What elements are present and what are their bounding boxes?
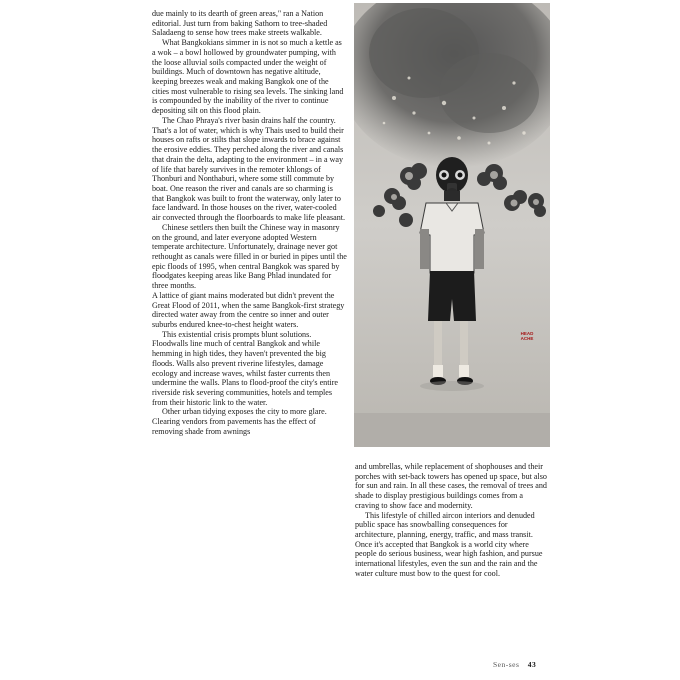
paragraph: due mainly to its dearth of green areas," ran a Nation editorial. Just turn from baking Sathorn to tree-shaded Saladaeng to sense how trees make streets walkable. <box>152 9 328 38</box>
paragraph: This existential crisis prompts blunt solutions. Floodwalls line much of central Bangkok and while hemming in high tides, they haven't prevented the big floods. Walls also prevent riverine lifestyles, damage ecology and increase waves, whilst faster currents then undermine the walls. Plans to flood-proof the city's entire riverside risk severing communities, hotels and temples from their historic link to the water. <box>152 329 338 407</box>
paragraph: Other urban tidying exposes the city to more glare. Clearing vendors from pavements has the effect of removing shade from awnings <box>152 407 327 436</box>
paragraph: and umbrellas, while replacement of shophouses and their porches with set-back towers has opened up space, but also for sun and rain. In all these cases, the removal of trees and shade to display prestigious buildings comes from a craving to show face and modernity. <box>355 462 547 510</box>
page-footer <box>493 660 536 669</box>
paragraph: This lifestyle of chilled aircon interiors and denuded public space has snowballing consequences for architecture, planning, energy, traffic, and mass transit. Once it's accepted that Bangkok is a world city where people do serious business, wear high fashion, and pursue international lifestyles, even the sun and the rain and the water culture must bow to the quest for cool. <box>355 510 543 578</box>
stencil-signature: HEAD ACHE <box>520 331 534 341</box>
article-left-column <box>152 9 347 437</box>
page-number: 43 <box>527 660 537 669</box>
paragraph: The Chao Phraya's river basin drains half the country. That's a lot of water, which is why Thais used to build their houses on rafts or stilts that slope inwards to brace against the erosive eddies. They perched along the river and canals that drain the delta, adapting to the environment – in a way of life that barely survives in the remoter khlongs of Thonburi and Nonthaburi, where some still commute by boat. One reason the river and canals are so charming is that Bangkok was built to front the waterway, only later to face landward. In those houses on the river, water-cooled air convected through the floorboards to make life pleasant. <box>152 115 346 223</box>
paragraph: A lattice of giant mains moderated but didn't prevent the Great Flood of 2011, when the same Bangkok-first strategy directed water away from the centre so inner and outer suburbs endured knee-to-chest height waters. <box>152 290 345 329</box>
ground-strip <box>354 413 550 447</box>
street-art-photo <box>354 3 550 447</box>
paragraph: Chinese settlers then built the Chinese way in masonry on the ground, and later everyone adopted Western temperate architecture. Unfortunately, drainage never got rethought as canals were filled in or buried in pipes until the epic floods of 1995, when central Bangkok was spared by floodgates keeping areas like Bang Phlad inundated for three months. <box>152 222 347 291</box>
article-right-column <box>355 462 547 579</box>
paragraph: What Bangkokians simmer in is not so much a kettle as a wok – a bowl hollowed by groundwater pumping, with the loose alluvial soils compacted under the weight of buildings. Much of downtown has negative altitude, keeping breezes weak and making Bangkok one of the cities most vulnerable to rising sea levels. The sinking land is compounded by the inability of the river to continue depositing silt on this flood plain. <box>152 38 344 116</box>
section-name: Sen-ses <box>493 660 520 669</box>
stencil-boy-gasmask-image <box>354 3 550 447</box>
